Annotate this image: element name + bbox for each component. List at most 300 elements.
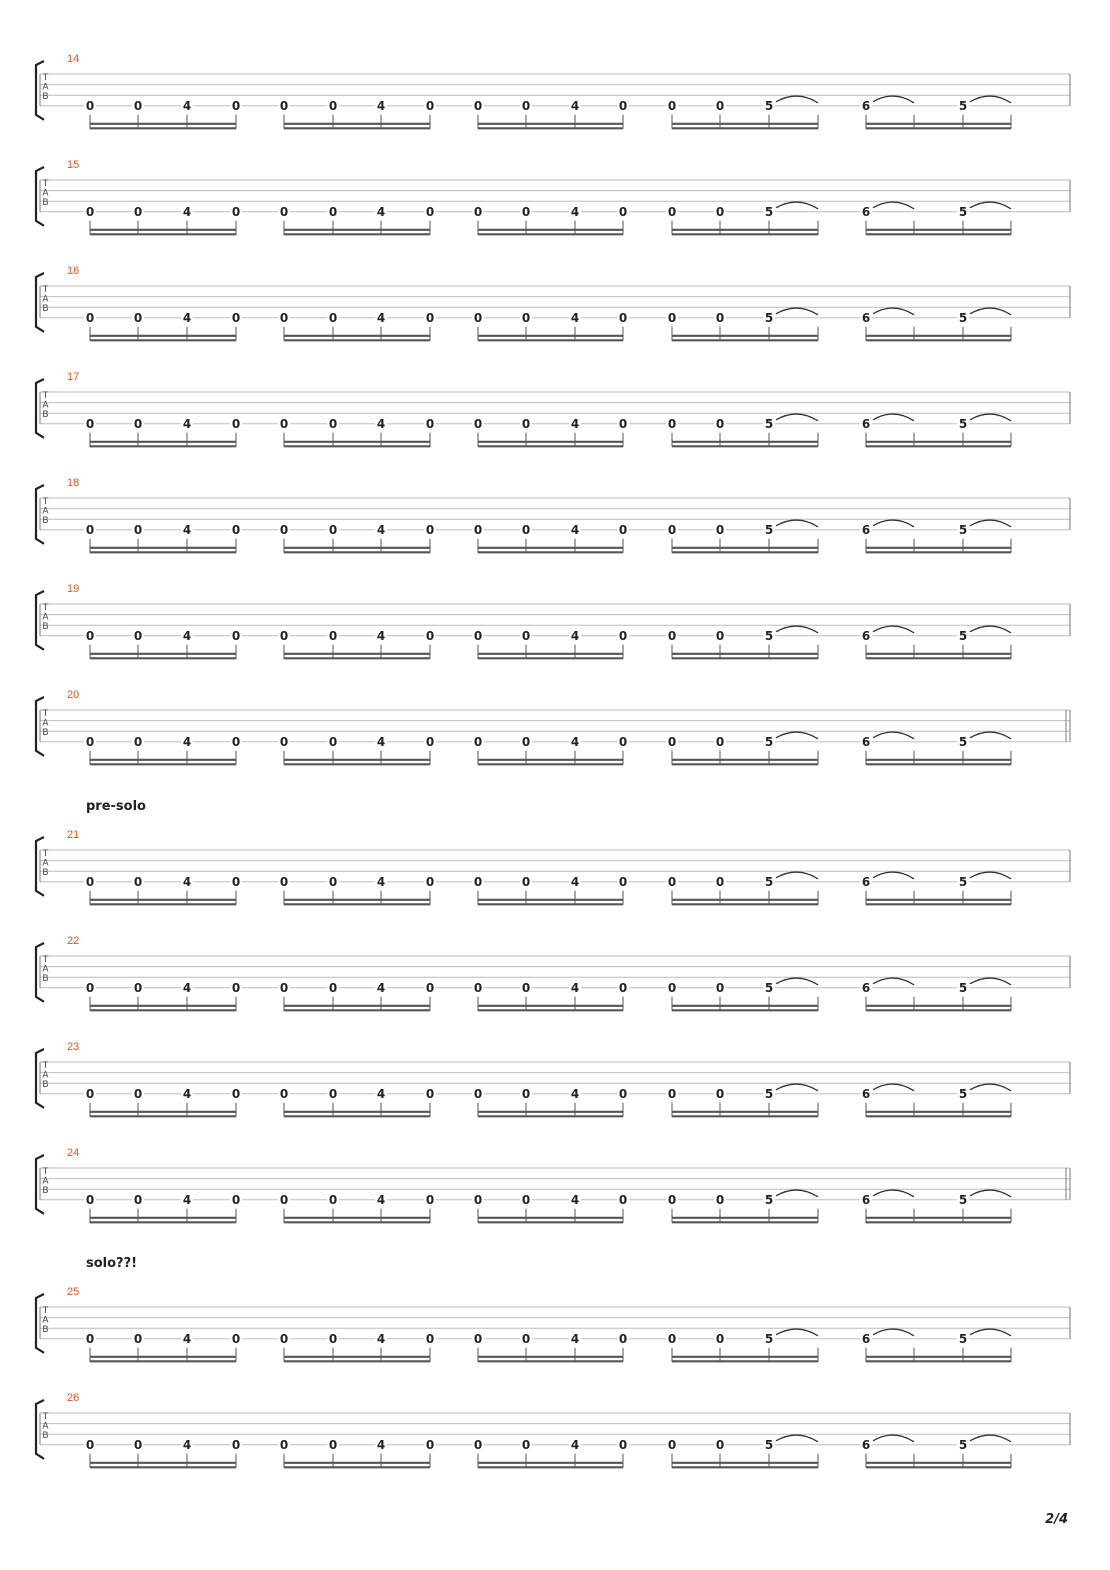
tab-clef-letter: A <box>42 188 49 199</box>
fret-number: 5 <box>764 874 774 889</box>
fret-number: 0 <box>279 416 289 431</box>
section-label: solo??! <box>86 1256 138 1271</box>
fret-number: 6 <box>861 310 871 325</box>
fret-number: 5 <box>958 628 968 643</box>
fret-number: 0 <box>328 416 338 431</box>
fret-number: 0 <box>85 980 95 995</box>
fret-number: 6 <box>861 522 871 537</box>
tab-system-20 <box>36 689 1070 765</box>
fret-number: 0 <box>133 628 143 643</box>
tie-arc <box>970 414 1011 421</box>
fret-number: 0 <box>231 734 241 749</box>
fret-number: 0 <box>85 1437 95 1452</box>
fret-number: 0 <box>231 1192 241 1207</box>
measure-number: 23 <box>67 1041 80 1053</box>
page-number: 2/4 <box>1045 1512 1068 1527</box>
fret-number: 5 <box>764 1192 774 1207</box>
fret-number: 0 <box>667 1192 677 1207</box>
fret-number: 0 <box>425 204 435 219</box>
fret-number: 0 <box>85 1331 95 1346</box>
fret-number: 0 <box>328 1437 338 1452</box>
fret-number: 0 <box>618 1192 628 1207</box>
measure-number: 15 <box>67 159 80 171</box>
fret-number: 0 <box>85 416 95 431</box>
fret-number: 0 <box>715 310 725 325</box>
fret-number: 0 <box>133 310 143 325</box>
fret-number: 0 <box>521 628 531 643</box>
fret-number: 0 <box>133 204 143 219</box>
tie-arc <box>970 732 1011 739</box>
tie-arc <box>776 520 818 527</box>
tab-clef-letter: B <box>42 1186 49 1196</box>
tab-clef-letter: B <box>42 92 49 102</box>
fret-number: 0 <box>425 1437 435 1452</box>
fret-number: 5 <box>764 628 774 643</box>
fret-number: 4 <box>376 522 386 537</box>
fret-number: 6 <box>861 628 871 643</box>
fret-number: 0 <box>715 980 725 995</box>
fret-number: 0 <box>231 1086 241 1101</box>
fret-number: 0 <box>328 204 338 219</box>
tie-arc <box>873 414 914 421</box>
fret-number: 4 <box>182 416 192 431</box>
tie-arc <box>776 1435 818 1442</box>
fret-number: 5 <box>958 874 968 889</box>
fret-number: 5 <box>958 980 968 995</box>
fret-number: 6 <box>861 980 871 995</box>
tab-clef-letter: T <box>42 285 49 295</box>
fret-number: 0 <box>715 522 725 537</box>
fret-number: 4 <box>570 310 580 325</box>
fret-number: 4 <box>182 734 192 749</box>
tab-clef-letter: T <box>42 849 49 859</box>
fret-number: 0 <box>328 1192 338 1207</box>
tab-clef-letter: B <box>42 410 49 420</box>
fret-number: 0 <box>715 874 725 889</box>
fret-number: 0 <box>425 416 435 431</box>
tab-clef-letter: B <box>42 1325 49 1335</box>
fret-number: 0 <box>328 98 338 113</box>
measure-number: 24 <box>67 1147 80 1159</box>
fret-number: 0 <box>715 1331 725 1346</box>
fret-number: 0 <box>667 628 677 643</box>
fret-number: 5 <box>764 1331 774 1346</box>
fret-number: 0 <box>473 1331 483 1346</box>
fret-number: 0 <box>715 416 725 431</box>
measure-number: 14 <box>67 53 80 65</box>
tab-clef-letter: B <box>42 868 49 878</box>
fret-number: 6 <box>861 416 871 431</box>
fret-number: 0 <box>425 1192 435 1207</box>
fret-number: 0 <box>667 874 677 889</box>
tie-arc <box>873 1190 914 1197</box>
fret-number: 4 <box>570 1192 580 1207</box>
fret-number: 5 <box>958 1086 968 1101</box>
tab-system-14 <box>36 53 1070 129</box>
tab-clef-letter: A <box>42 294 49 305</box>
tie-arc <box>873 732 914 739</box>
fret-number: 0 <box>231 522 241 537</box>
fret-number: 0 <box>133 1437 143 1452</box>
fret-number: 0 <box>667 204 677 219</box>
fret-number: 4 <box>182 874 192 889</box>
fret-number: 0 <box>328 1086 338 1101</box>
fret-number: 0 <box>425 310 435 325</box>
tie-arc <box>776 96 818 103</box>
fret-number: 0 <box>521 1331 531 1346</box>
tab-clef-letter: T <box>42 391 49 401</box>
fret-number: 4 <box>182 980 192 995</box>
fret-number: 4 <box>376 1437 386 1452</box>
fret-number: 0 <box>521 310 531 325</box>
tab-system-17 <box>36 371 1070 447</box>
tie-arc <box>970 626 1011 633</box>
fret-number: 0 <box>425 522 435 537</box>
fret-number: 5 <box>958 204 968 219</box>
fret-number: 0 <box>473 1192 483 1207</box>
fret-number: 0 <box>667 522 677 537</box>
fret-number: 4 <box>376 980 386 995</box>
tie-arc <box>873 96 914 103</box>
tie-arc <box>776 308 818 315</box>
fret-number: 0 <box>133 1192 143 1207</box>
fret-number: 6 <box>861 204 871 219</box>
tie-arc <box>776 1190 818 1197</box>
section-label: pre-solo <box>86 799 146 814</box>
tie-arc <box>776 202 818 209</box>
tab-clef-letter: B <box>42 728 49 738</box>
fret-number: 4 <box>376 204 386 219</box>
tab-clef-letter: T <box>42 1061 49 1071</box>
fret-number: 4 <box>570 416 580 431</box>
fret-number: 0 <box>279 310 289 325</box>
fret-number: 4 <box>182 204 192 219</box>
tab-clef-letter: T <box>42 1306 49 1316</box>
fret-number: 5 <box>958 1192 968 1207</box>
fret-number: 0 <box>425 1331 435 1346</box>
fret-number: 0 <box>279 1331 289 1346</box>
fret-number: 0 <box>231 98 241 113</box>
fret-number: 0 <box>618 1437 628 1452</box>
tie-arc <box>970 1190 1011 1197</box>
fret-number: 0 <box>85 310 95 325</box>
fret-number: 6 <box>861 1331 871 1346</box>
tab-clef-letter: A <box>42 82 49 93</box>
fret-number: 0 <box>521 1437 531 1452</box>
fret-number: 0 <box>618 1331 628 1346</box>
tab-system-22 <box>36 935 1070 1011</box>
fret-number: 0 <box>473 1086 483 1101</box>
fret-number: 0 <box>425 980 435 995</box>
fret-number: 5 <box>958 1331 968 1346</box>
fret-number: 0 <box>279 1192 289 1207</box>
fret-number: 4 <box>376 874 386 889</box>
tab-clef-letter: T <box>42 603 49 613</box>
measure-number: 21 <box>67 829 80 841</box>
fret-number: 0 <box>667 416 677 431</box>
fret-number: 0 <box>279 98 289 113</box>
tie-arc <box>776 626 818 633</box>
fret-number: 6 <box>861 1437 871 1452</box>
fret-number: 0 <box>667 98 677 113</box>
fret-number: 0 <box>425 734 435 749</box>
fret-number: 0 <box>618 628 628 643</box>
fret-number: 5 <box>764 416 774 431</box>
tab-clef-letter: B <box>42 974 49 984</box>
tab-clef-letter: T <box>42 497 49 507</box>
fret-number: 0 <box>328 874 338 889</box>
fret-number: 4 <box>570 1086 580 1101</box>
tab-clef-letter: A <box>42 718 49 729</box>
fret-number: 0 <box>133 980 143 995</box>
tab-clef-letter: T <box>42 955 49 965</box>
fret-number: 5 <box>764 310 774 325</box>
fret-number: 5 <box>958 522 968 537</box>
fret-number: 5 <box>764 980 774 995</box>
fret-number: 4 <box>376 416 386 431</box>
fret-number: 0 <box>618 1086 628 1101</box>
tab-system-18 <box>36 477 1070 553</box>
fret-number: 5 <box>958 416 968 431</box>
fret-number: 0 <box>473 1437 483 1452</box>
fret-number: 0 <box>328 522 338 537</box>
tab-clef-letter: A <box>42 1315 49 1326</box>
fret-number: 0 <box>425 1086 435 1101</box>
fret-number: 0 <box>521 734 531 749</box>
fret-number: 0 <box>667 1086 677 1101</box>
fret-number: 0 <box>85 1192 95 1207</box>
fret-number: 0 <box>715 1086 725 1101</box>
fret-number: 0 <box>473 310 483 325</box>
fret-number: 0 <box>231 628 241 643</box>
fret-number: 0 <box>231 416 241 431</box>
fret-number: 0 <box>715 98 725 113</box>
fret-number: 4 <box>570 980 580 995</box>
fret-number: 0 <box>473 734 483 749</box>
fret-number: 4 <box>182 1192 192 1207</box>
fret-number: 0 <box>279 204 289 219</box>
fret-number: 0 <box>521 980 531 995</box>
fret-number: 0 <box>715 734 725 749</box>
fret-number: 0 <box>133 874 143 889</box>
fret-number: 0 <box>425 628 435 643</box>
fret-number: 0 <box>473 416 483 431</box>
tab-clef-letter: A <box>42 506 49 517</box>
tie-arc <box>873 1329 914 1336</box>
fret-number: 4 <box>376 310 386 325</box>
tab-clef-letter: B <box>42 622 49 632</box>
tab-clef-letter: T <box>42 709 49 719</box>
fret-number: 0 <box>133 734 143 749</box>
tab-system-24 <box>36 1147 1070 1223</box>
measure-number: 16 <box>67 265 80 277</box>
fret-number: 4 <box>376 1331 386 1346</box>
tie-arc <box>873 308 914 315</box>
fret-number: 0 <box>231 1331 241 1346</box>
fret-number: 0 <box>85 98 95 113</box>
fret-number: 0 <box>473 522 483 537</box>
fret-number: 0 <box>279 1437 289 1452</box>
fret-number: 4 <box>570 204 580 219</box>
tie-arc <box>873 1435 914 1442</box>
fret-number: 4 <box>182 310 192 325</box>
tab-clef-letter: B <box>42 516 49 526</box>
measure-number: 22 <box>67 935 80 947</box>
fret-number: 4 <box>182 628 192 643</box>
fret-number: 0 <box>231 874 241 889</box>
tie-arc <box>776 414 818 421</box>
fret-number: 0 <box>133 1086 143 1101</box>
tab-system-19 <box>36 583 1070 659</box>
tab-clef-letter: B <box>42 1431 49 1441</box>
fret-number: 0 <box>328 1331 338 1346</box>
fret-number: 5 <box>764 1086 774 1101</box>
tie-arc <box>873 978 914 985</box>
fret-number: 0 <box>279 734 289 749</box>
tie-arc <box>970 96 1011 103</box>
fret-number: 5 <box>764 1437 774 1452</box>
tie-arc <box>970 978 1011 985</box>
tab-system-25 <box>36 1256 1070 1362</box>
measure-number: 17 <box>67 371 80 383</box>
fret-number: 4 <box>182 98 192 113</box>
measure-number: 26 <box>67 1392 80 1404</box>
fret-number: 5 <box>764 522 774 537</box>
tie-arc <box>776 1084 818 1091</box>
tie-arc <box>776 872 818 879</box>
fret-number: 4 <box>182 522 192 537</box>
fret-number: 4 <box>570 1331 580 1346</box>
fret-number: 0 <box>133 1331 143 1346</box>
tab-clef-letter: B <box>42 1080 49 1090</box>
tab-clef-letter: T <box>42 73 49 83</box>
fret-number: 4 <box>376 628 386 643</box>
tab-system-16 <box>36 265 1070 341</box>
fret-number: 0 <box>279 980 289 995</box>
fret-number: 4 <box>376 734 386 749</box>
fret-number: 0 <box>715 628 725 643</box>
fret-number: 0 <box>473 874 483 889</box>
tie-arc <box>776 732 818 739</box>
fret-number: 0 <box>328 310 338 325</box>
fret-number: 5 <box>958 734 968 749</box>
fret-number: 4 <box>376 1192 386 1207</box>
fret-number: 0 <box>618 874 628 889</box>
tie-arc <box>776 978 818 985</box>
fret-number: 4 <box>570 874 580 889</box>
fret-number: 0 <box>279 522 289 537</box>
fret-number: 5 <box>764 98 774 113</box>
tab-clef-letter: A <box>42 1421 49 1432</box>
tie-arc <box>873 202 914 209</box>
tab-system-21 <box>36 799 1070 905</box>
tie-arc <box>970 202 1011 209</box>
fret-number: 5 <box>958 310 968 325</box>
fret-number: 0 <box>328 734 338 749</box>
tie-arc <box>970 520 1011 527</box>
tie-arc <box>873 626 914 633</box>
fret-number: 4 <box>570 1437 580 1452</box>
fret-number: 4 <box>376 98 386 113</box>
tab-clef-letter: A <box>42 1070 49 1081</box>
fret-number: 0 <box>715 204 725 219</box>
fret-number: 4 <box>570 734 580 749</box>
fret-number: 0 <box>521 204 531 219</box>
fret-number: 0 <box>133 522 143 537</box>
tab-system-15 <box>36 159 1070 235</box>
fret-number: 0 <box>328 628 338 643</box>
tie-arc <box>970 1435 1011 1442</box>
fret-number: 0 <box>133 416 143 431</box>
tie-arc <box>970 872 1011 879</box>
fret-number: 4 <box>570 98 580 113</box>
fret-number: 6 <box>861 734 871 749</box>
fret-number: 0 <box>133 98 143 113</box>
fret-number: 0 <box>231 980 241 995</box>
tab-clef-letter: B <box>42 198 49 208</box>
fret-number: 4 <box>570 522 580 537</box>
tab-clef-letter: T <box>42 1167 49 1177</box>
fret-number: 0 <box>473 204 483 219</box>
measure-number: 18 <box>67 477 80 489</box>
tie-arc <box>970 1084 1011 1091</box>
fret-number: 0 <box>521 98 531 113</box>
fret-number: 0 <box>231 204 241 219</box>
fret-number: 0 <box>85 522 95 537</box>
fret-number: 0 <box>618 98 628 113</box>
tab-clef-letter: A <box>42 858 49 869</box>
fret-number: 0 <box>473 628 483 643</box>
fret-number: 6 <box>861 874 871 889</box>
tab-clef-letter: T <box>42 1412 49 1422</box>
tie-arc <box>873 1084 914 1091</box>
fret-number: 0 <box>231 310 241 325</box>
fret-number: 4 <box>570 628 580 643</box>
tab-clef-letter: A <box>42 612 49 623</box>
fret-number: 0 <box>618 980 628 995</box>
fret-number: 4 <box>376 1086 386 1101</box>
fret-number: 0 <box>231 1437 241 1452</box>
fret-number: 0 <box>618 522 628 537</box>
fret-number: 0 <box>85 204 95 219</box>
fret-number: 0 <box>425 874 435 889</box>
tab-clef-letter: A <box>42 964 49 975</box>
tie-arc <box>873 520 914 527</box>
fret-number: 0 <box>473 98 483 113</box>
measure-number: 19 <box>67 583 80 595</box>
fret-number: 0 <box>279 1086 289 1101</box>
fret-number: 0 <box>667 1437 677 1452</box>
fret-number: 0 <box>521 1086 531 1101</box>
tab-system-26 <box>36 1392 1070 1468</box>
fret-number: 0 <box>425 98 435 113</box>
fret-number: 0 <box>328 980 338 995</box>
fret-number: 4 <box>182 1437 192 1452</box>
fret-number: 6 <box>861 1086 871 1101</box>
tab-clef-letter: A <box>42 1176 49 1187</box>
fret-number: 0 <box>618 310 628 325</box>
fret-number: 0 <box>85 1086 95 1101</box>
tab-clef-letter: A <box>42 400 49 411</box>
fret-number: 0 <box>618 416 628 431</box>
fret-number: 0 <box>667 310 677 325</box>
fret-number: 5 <box>958 1437 968 1452</box>
tie-arc <box>776 1329 818 1336</box>
tie-arc <box>970 1329 1011 1336</box>
fret-number: 6 <box>861 98 871 113</box>
fret-number: 0 <box>667 980 677 995</box>
fret-number: 0 <box>521 522 531 537</box>
